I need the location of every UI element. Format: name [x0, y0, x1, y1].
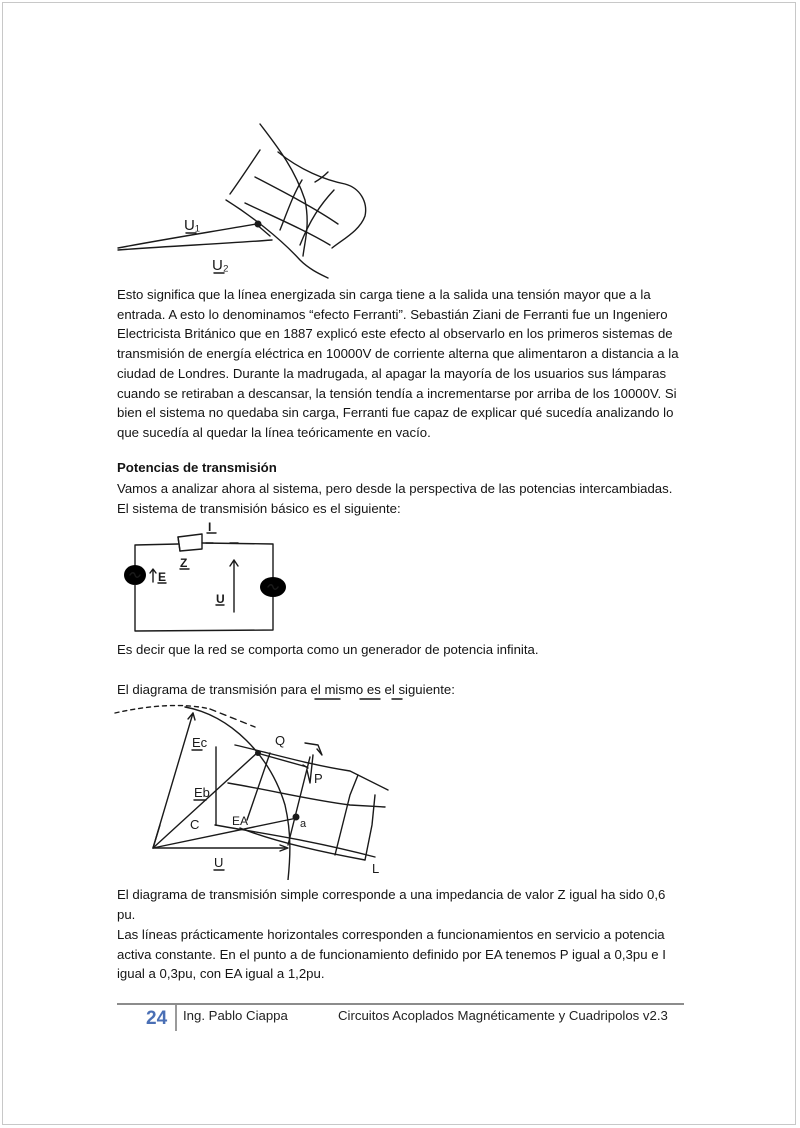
page-number: 24: [146, 1008, 168, 1029]
label-u1: U₁: [184, 217, 200, 234]
paragraph-infinite-generator: Es decir que la red se comporta como un generador de potencia infinita.: [117, 642, 539, 657]
transmission-circuit-diagram: [110, 515, 310, 640]
label-l: L: [372, 861, 380, 876]
paragraph-diagram-intro: El diagrama de transmisión para el mismo es el siguiente:: [117, 682, 455, 697]
footer-document-title: Circuitos Acoplados Magnéticamente y Cuadripolos v2.3: [338, 1008, 668, 1023]
label-c: C: [190, 817, 200, 832]
label-u: U: [214, 855, 224, 870]
label-voltage: U: [216, 592, 225, 606]
label-p: P: [314, 771, 323, 786]
footer-rule: [117, 1003, 684, 1005]
label-emf: E: [158, 570, 167, 584]
ferranti-effect-diagram: [110, 120, 410, 280]
transmission-power-diagram: [110, 695, 410, 880]
paragraph-ferranti-effect: Esto significa que la línea energizada sin carga tiene a la salida una tensión mayor que a la entrada. A esto lo denominamos “efecto Ferranti”. Sebastián Ziani de Ferranti fue un Ingeniero Electricista Británico que en 1887 explicó este efecto al observarlo en los primeros sistemas de transmisión de energía eléctrica en 10000V de corriente alterna que alimentaron a distancia a la ciudad de Londres. Durante la madrugada, al apagar la mayoría de los usuarios sus lámparas cuando se retiraban a descansar, la tensión tendía a incrementarse por arriba de los 10000V. Si bien el sistema no quedaba sin carga, Ferranti fue capaz de explicar qué sucedía analizando lo que sucedía al quedar la línea teóricamente en vacío.: [117, 287, 679, 440]
label-eb: Eb: [194, 785, 210, 800]
paragraph-horizontal-lines: Las líneas prácticamente horizontales corresponden a funcionamientos en servicio a potencia activa constante. En el punto a de funcionamiento definido por EA tenemos P igual a 0,3pu e I igual a 0,3pu, con EA igual a 1,2pu.: [117, 927, 666, 982]
label-ec: Ec: [192, 735, 208, 750]
label-q: Q: [275, 733, 286, 748]
label-ea: EA: [232, 814, 249, 828]
footer-author: Ing. Pablo Ciappa: [183, 1008, 288, 1023]
label-u2: U₂: [212, 257, 229, 274]
label-impedance: Z: [180, 556, 188, 570]
footer-separator: [175, 1005, 177, 1031]
label-current: I: [208, 520, 212, 534]
paragraph-intro: Vamos a analizar ahora al sistema, pero desde la perspectiva de las potencias intercambiadas. El sistema de transmisión básico es el siguiente:: [117, 481, 673, 516]
section-heading: Potencias de transmisión: [117, 460, 277, 475]
label-a: a: [300, 818, 307, 830]
paragraph-impedance-value: El diagrama de transmisión simple corresponde a una impedancia de valor Z igual ha sido 0,6 pu.: [117, 887, 666, 922]
